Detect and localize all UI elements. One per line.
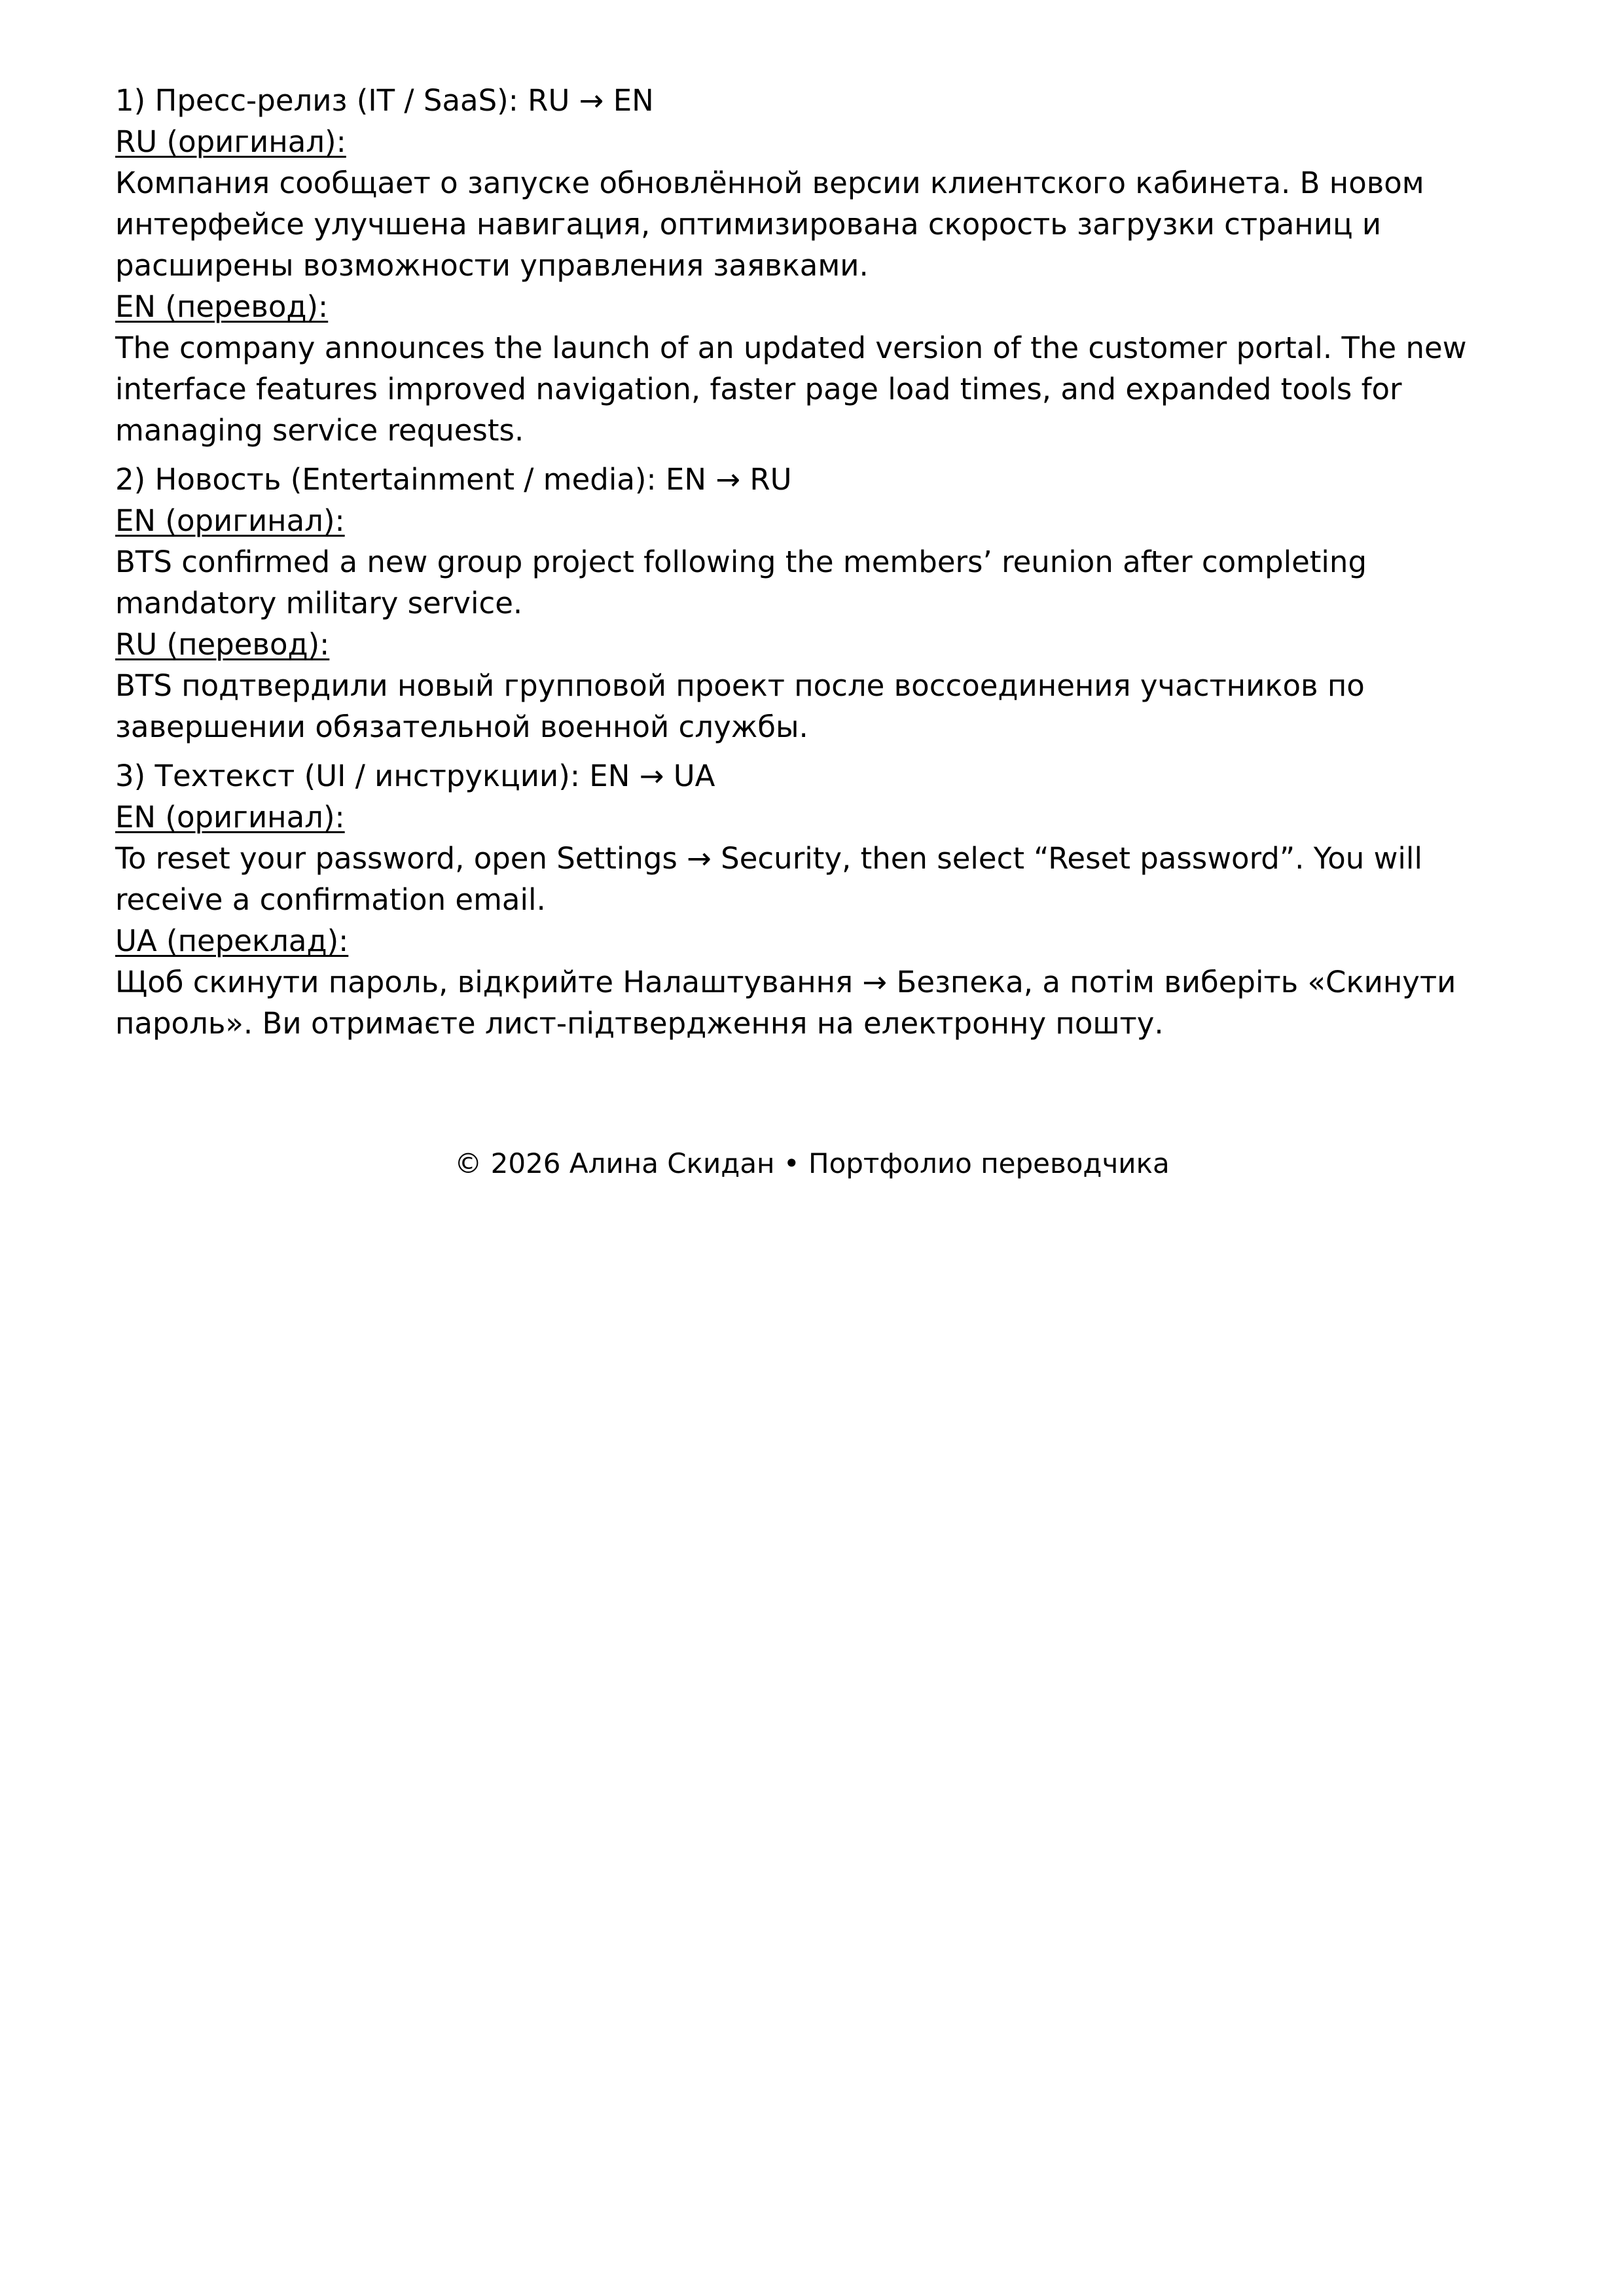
target-label: UA (переклад): [115,924,349,958]
source-text: BTS confirmed a new group project following the members’ reunion after completing mandatory military service. [115,545,1367,620]
translation-sample-3 [115,755,1523,1044]
footer-copyright: © 2026 Алина Скидан • Портфолио переводчика [454,1147,1170,1179]
translation-sample-1 [115,80,1523,451]
sample-heading: 1) Пресс-релиз (IT / SaaS): RU → EN [115,83,654,118]
sample-heading: 3) Техтекст (UI / инструкции): EN → UA [115,759,715,793]
target-text: Щоб скинути пароль, відкрийте Налаштування → Безпека, а потім виберіть «Скинути пароль». Ви отримаєте лист-підтвердження на електронну пошту. [115,965,1456,1041]
source-label: EN (оригинал): [115,503,345,538]
target-label: EN (перевод): [115,289,329,324]
target-text: The company announces the launch of an updated version of the customer portal. The new interface features improved navigation, faster page load times, and expanded tools for managing service requests. [115,331,1467,448]
source-label: RU (оригинал): [115,124,346,159]
sample-heading: 2) Новость (Entertainment / media): EN → RU [115,462,792,497]
source-text: Компания сообщает о запуске обновлённой версии клиентского кабинета. В новом интерфейсе улучшена навигация, оптимизирована скорость загрузки страниц и расширены возможности управления заявками. [115,166,1424,283]
portfolio-content [115,80,1523,1052]
source-text: To reset your password, open Settings → Security, then select “Reset password”. You will receive a confirmation email. [115,841,1422,917]
target-text: BTS подтвердили новый групповой проект после воссоединения участников по завершении обязательной военной службы. [115,668,1365,744]
target-label: RU (перевод): [115,627,330,662]
source-label: EN (оригинал): [115,800,345,834]
translation-sample-2 [115,459,1523,747]
